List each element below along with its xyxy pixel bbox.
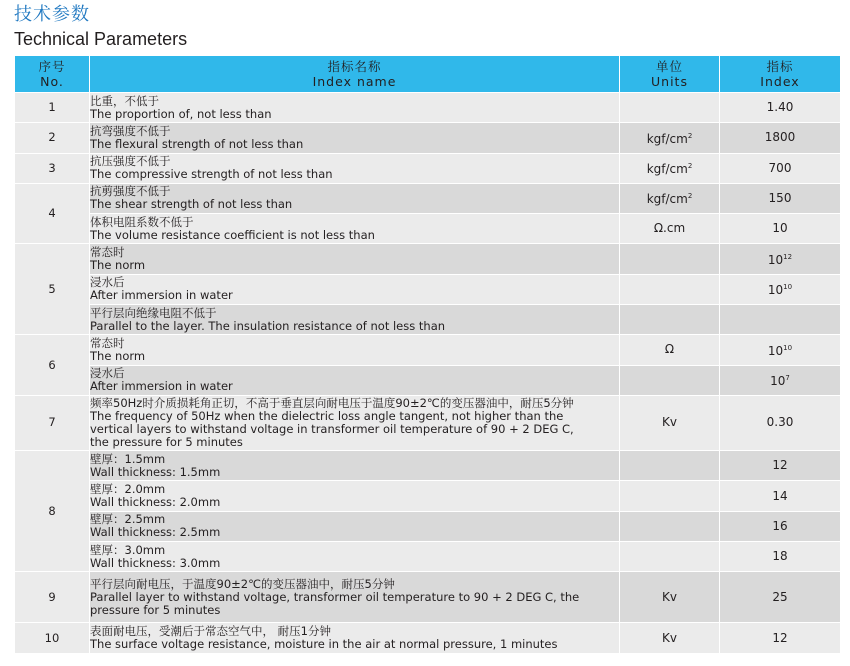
index-name-cell: 抗压强度不低于 The compressive strength of not less than <box>90 153 620 183</box>
index-value-cell: $10^{10}$ <box>720 335 841 365</box>
index-name-cell: 壁厚：1.5mm Wall thickness: 1.5mm <box>90 451 620 481</box>
table-row <box>15 395 841 450</box>
row-number: 3 <box>15 153 90 183</box>
table-row <box>15 93 841 123</box>
index-name-cell: 抗剪强度不低于 The shear strength of not less than <box>90 183 620 213</box>
header-no: 序号 No. <box>15 56 90 93</box>
index-name-cell: 抗弯强度不低于 The flexural strength of not less than <box>90 123 620 153</box>
index-name-cell: 常态时 The norm <box>90 335 620 365</box>
index-name-cell: 壁厚：3.0mm Wall thickness: 3.0mm <box>90 542 620 572</box>
table-row <box>15 183 841 213</box>
unit-cell <box>620 451 720 481</box>
index-value-cell: 1.40 <box>720 93 841 123</box>
unit-cell: Ω <box>620 335 720 365</box>
index-value-cell: 10 <box>720 214 841 244</box>
unit-cell <box>620 365 720 395</box>
row-number: 5 <box>15 244 90 335</box>
index-value-cell: 12 <box>720 623 841 654</box>
table-row <box>15 274 841 304</box>
table-row <box>15 542 841 572</box>
unit-cell: Kv <box>620 395 720 450</box>
index-value-cell: $10^{10}$ <box>720 274 841 304</box>
unit-cell <box>620 481 720 511</box>
index-value-cell: $10^{12}$ <box>720 244 841 274</box>
index-name-cell: 常态时 The norm <box>90 244 620 274</box>
index-name-cell: 表面耐电压，受潮后于常态空气中， 耐压1分钟 The surface voltage resistance, moisture in the air at normal pressure, 1 minutes <box>90 623 620 654</box>
unit-cell <box>620 93 720 123</box>
table-row <box>15 123 841 153</box>
row-number: 7 <box>15 395 90 450</box>
row-number: 9 <box>15 572 90 623</box>
index-value-cell: 16 <box>720 511 841 541</box>
index-name-cell: 壁厚：2.0mm Wall thickness: 2.0mm <box>90 481 620 511</box>
unit-cell: kgf/$cm^2$ <box>620 123 720 153</box>
unit-cell <box>620 511 720 541</box>
unit-cell <box>620 244 720 274</box>
table-row <box>15 365 841 395</box>
index-value-cell: 25 <box>720 572 841 623</box>
table-row <box>15 153 841 183</box>
index-name-cell: 平行层向耐电压，于温度90±2℃的变压器油中，耐压5分钟 Parallel layer to withstand voltage, transformer oil temperature to 90 + 2 DEG C, the pressure for 5 minutes <box>90 572 620 623</box>
unit-cell <box>620 274 720 304</box>
row-number: 4 <box>15 183 90 244</box>
section-title-english: Technical Parameters <box>14 29 188 49</box>
index-value-cell <box>720 304 841 334</box>
unit-cell: Kv <box>620 572 720 623</box>
index-value-cell: $10^7$ <box>720 365 841 395</box>
unit-cell: kgf/$cm^2$ <box>620 183 720 213</box>
row-number: 1 <box>15 93 90 123</box>
table-row <box>15 214 841 244</box>
table-row <box>15 481 841 511</box>
header-units: 单位 Units <box>620 56 720 93</box>
index-value-cell: 700 <box>720 153 841 183</box>
index-name-cell: 浸水后 After immersion in water <box>90 365 620 395</box>
table-row <box>15 304 841 334</box>
row-number: 6 <box>15 335 90 396</box>
unit-cell <box>620 304 720 334</box>
unit-cell <box>620 542 720 572</box>
unit-cell: kgf/$cm^2$ <box>620 153 720 183</box>
table-row <box>15 335 841 365</box>
row-number: 2 <box>15 123 90 153</box>
index-name-cell: 平行层向绝缘电阻不低于 Parallel to the layer. The insulation resistance of not less than <box>90 304 620 334</box>
index-value-cell: 12 <box>720 451 841 481</box>
unit-cell: Ω.cm <box>620 214 720 244</box>
table-row <box>15 572 841 623</box>
index-name-cell: 体积电阻系数不低于 The volume resistance coefficient is not less than <box>90 214 620 244</box>
table-row <box>15 451 841 481</box>
unit-cell: Kv <box>620 623 720 654</box>
index-name-cell: 浸水后 After immersion in water <box>90 274 620 304</box>
index-value-cell: 0.30 <box>720 395 841 450</box>
table-row <box>15 244 841 274</box>
table-row <box>15 623 841 654</box>
index-name-cell: 壁厚：2.5mm Wall thickness: 2.5mm <box>90 511 620 541</box>
header-index-name: 指标名称 Index name <box>90 56 620 93</box>
technical-parameters-table <box>14 55 841 654</box>
row-number: 10 <box>15 623 90 654</box>
index-name-cell: 频率50Hz时介质损耗角正切，不高于垂直层向耐电压于温度90±2℃的变压器油中，耐压5分钟 The frequency of 50Hz when the dielectric loss angle tangent, not higher than the vertical layers to withstand voltage in transformer oil temperature of 90 + 2 DEG C, the pressure for 5 minutes <box>90 395 620 450</box>
section-title-chinese: 技术参数 <box>14 4 90 25</box>
row-number: 8 <box>15 451 90 572</box>
index-value-cell: 150 <box>720 183 841 213</box>
index-value-cell: 18 <box>720 542 841 572</box>
index-name-cell: 比重，不低于 The proportion of, not less than <box>90 93 620 123</box>
table-row <box>15 511 841 541</box>
index-value-cell: 14 <box>720 481 841 511</box>
table-header-row <box>15 56 841 93</box>
index-value-cell: 1800 <box>720 123 841 153</box>
header-index: 指标 Index <box>720 56 841 93</box>
